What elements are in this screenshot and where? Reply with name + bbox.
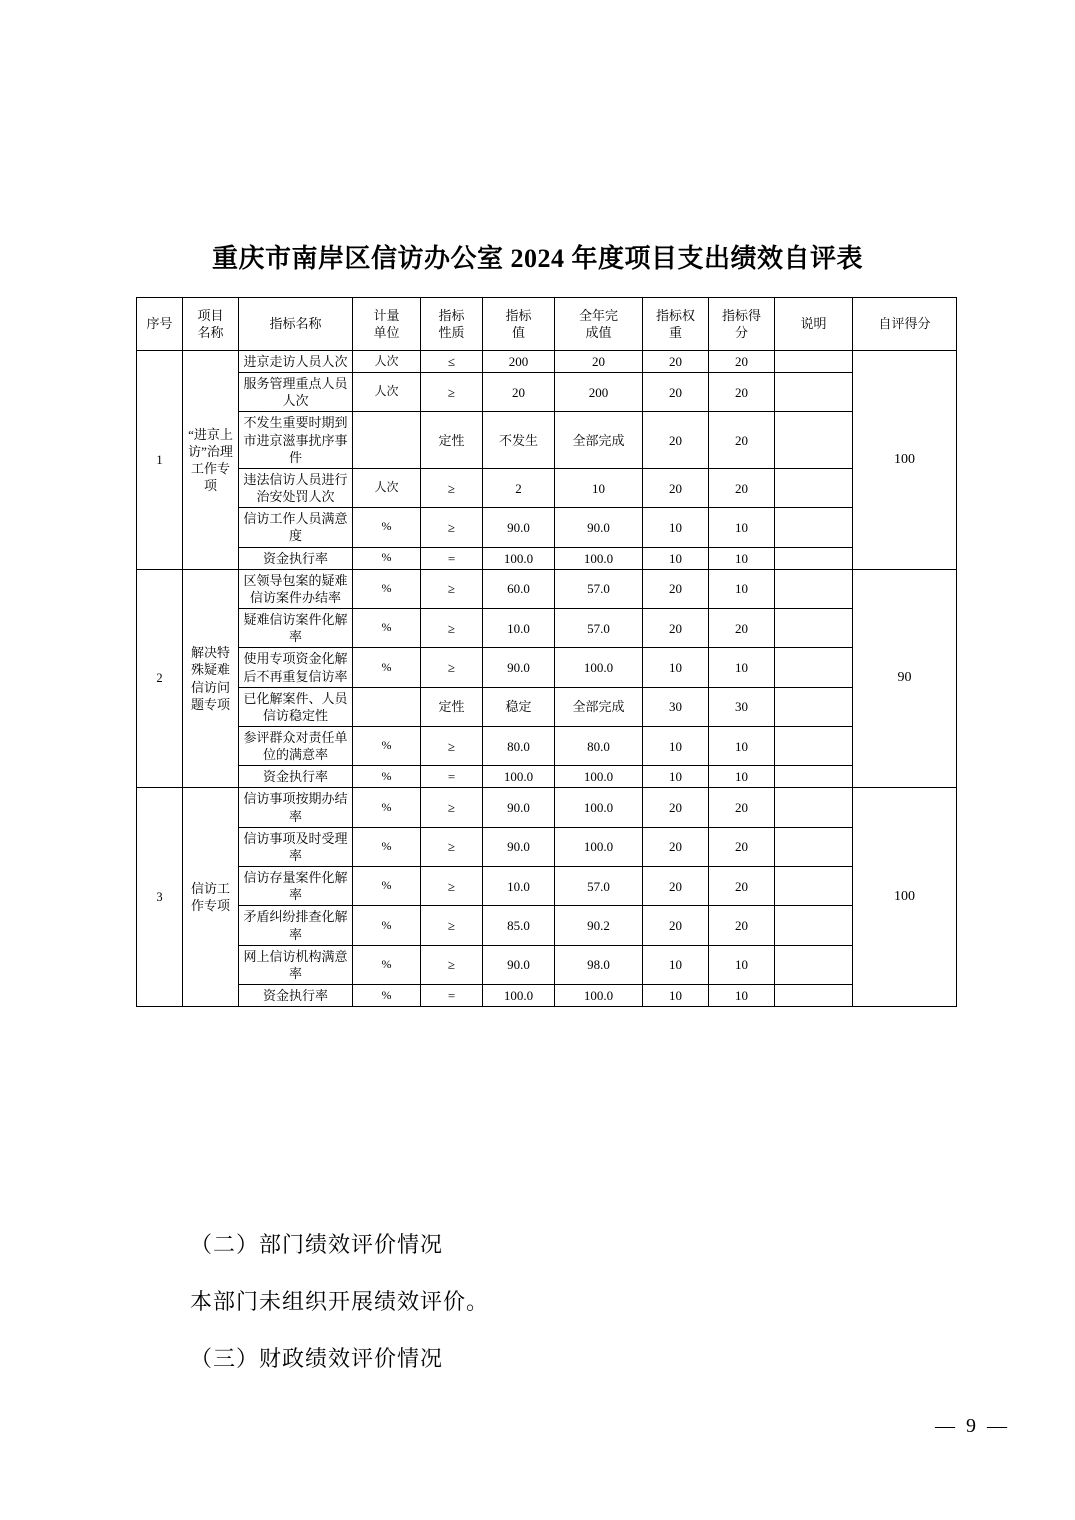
indicator-name: 服务管理重点人员人次 — [239, 373, 353, 412]
indicator-actual: 全部完成 — [555, 412, 643, 468]
indicator-target: 90.0 — [483, 827, 555, 866]
indicator-target: 90.0 — [483, 788, 555, 827]
header-score-line1: 指标得 — [721, 307, 761, 323]
indicator-target: 90.0 — [483, 508, 555, 547]
table-row — [137, 766, 957, 788]
row-sequence: 1 — [137, 351, 183, 570]
indicator-note — [775, 569, 853, 608]
performance-self-evaluation-table — [136, 297, 957, 1007]
indicator-name: 不发生重要时期到市进京滋事扰序事件 — [239, 412, 353, 468]
indicator-name: 信访事项按期办结率 — [239, 788, 353, 827]
indicator-target: 100.0 — [483, 766, 555, 788]
header-property — [421, 298, 483, 351]
indicator-property: ≥ — [421, 906, 483, 945]
indicator-note — [775, 827, 853, 866]
indicator-unit: % — [353, 726, 421, 765]
header-project — [183, 298, 239, 351]
indicator-note — [775, 508, 853, 547]
indicator-property: ≥ — [421, 788, 483, 827]
indicator-unit: % — [353, 609, 421, 648]
header-weight-line1: 指标权 — [655, 307, 695, 323]
indicator-weight: 10 — [643, 945, 709, 984]
indicator-name: 违法信访人员进行治安处罚人次 — [239, 468, 353, 507]
indicator-score: 20 — [709, 827, 775, 866]
self-evaluation-score: 90 — [853, 569, 957, 788]
indicator-target: 90.0 — [483, 648, 555, 687]
indicator-note — [775, 945, 853, 984]
table-row — [137, 412, 957, 468]
header-self-score: 自评得分 — [853, 298, 957, 351]
indicator-note — [775, 766, 853, 788]
indicator-score: 20 — [709, 468, 775, 507]
indicator-note — [775, 351, 853, 373]
indicator-property: ≥ — [421, 569, 483, 608]
table-header-row — [137, 298, 957, 351]
indicator-score: 20 — [709, 351, 775, 373]
indicator-note — [775, 788, 853, 827]
indicator-score: 20 — [709, 609, 775, 648]
indicator-score: 10 — [709, 508, 775, 547]
indicator-score: 20 — [709, 906, 775, 945]
indicator-property: ≥ — [421, 468, 483, 507]
indicator-name: 网上信访机构满意率 — [239, 945, 353, 984]
indicator-target: 60.0 — [483, 569, 555, 608]
indicator-score: 10 — [709, 766, 775, 788]
indicator-target: 2 — [483, 468, 555, 507]
table-row — [137, 867, 957, 906]
table-row — [137, 726, 957, 765]
page-title: 重庆市南岸区信访办公室 2024 年度项目支出绩效自评表 — [211, 244, 863, 273]
header-property-line2: 性质 — [438, 325, 465, 340]
indicator-actual: 100.0 — [555, 547, 643, 569]
indicator-name: 已化解案件、人员信访稳定性 — [239, 687, 353, 726]
indicator-property: = — [421, 985, 483, 1007]
indicator-weight: 20 — [643, 788, 709, 827]
indicator-note — [775, 726, 853, 765]
header-target — [483, 298, 555, 351]
indicator-name: 矛盾纠纷排查化解率 — [239, 906, 353, 945]
indicator-name: 区领导包案的疑难信访案件办结率 — [239, 569, 353, 608]
indicator-property: ≥ — [421, 945, 483, 984]
header-indicator-name: 指标名称 — [239, 298, 353, 351]
indicator-property: ≥ — [421, 827, 483, 866]
indicator-name: 资金执行率 — [239, 985, 353, 1007]
indicator-score: 10 — [709, 726, 775, 765]
indicator-actual: 100.0 — [555, 648, 643, 687]
indicator-note — [775, 648, 853, 687]
indicator-unit: % — [353, 945, 421, 984]
table-row — [137, 373, 957, 412]
header-weight-line2: 重 — [668, 325, 682, 340]
project-name: “进京上访”治理工作专项 — [183, 351, 239, 570]
indicator-weight: 10 — [643, 766, 709, 788]
indicator-weight: 10 — [643, 648, 709, 687]
indicator-unit — [353, 412, 421, 468]
indicator-score: 20 — [709, 373, 775, 412]
indicator-actual: 20 — [555, 351, 643, 373]
project-name: 解决特殊疑难信访问题专项 — [183, 569, 239, 788]
row-sequence: 3 — [137, 788, 183, 1007]
indicator-weight: 20 — [643, 867, 709, 906]
header-score — [709, 298, 775, 351]
indicator-property: = — [421, 766, 483, 788]
header-weight — [643, 298, 709, 351]
indicator-unit: % — [353, 827, 421, 866]
header-unit — [353, 298, 421, 351]
indicator-score: 20 — [709, 788, 775, 827]
self-evaluation-score: 100 — [853, 351, 957, 570]
indicator-name: 参评群众对责任单位的满意率 — [239, 726, 353, 765]
indicator-unit: % — [353, 867, 421, 906]
indicator-unit — [353, 687, 421, 726]
indicator-actual: 57.0 — [555, 867, 643, 906]
indicator-weight: 20 — [643, 412, 709, 468]
indicator-property: ≥ — [421, 373, 483, 412]
indicator-name: 进京走访人员人次 — [239, 351, 353, 373]
indicator-name: 信访工作人员满意度 — [239, 508, 353, 547]
indicator-unit: % — [353, 985, 421, 1007]
indicator-score: 10 — [709, 547, 775, 569]
indicator-note — [775, 412, 853, 468]
project-name: 信访工作专项 — [183, 788, 239, 1007]
indicator-score: 10 — [709, 945, 775, 984]
indicator-name: 使用专项资金化解后不再重复信访率 — [239, 648, 353, 687]
table-row — [137, 547, 957, 569]
indicator-target: 100.0 — [483, 985, 555, 1007]
indicator-target: 85.0 — [483, 906, 555, 945]
table-row — [137, 609, 957, 648]
indicator-actual: 100.0 — [555, 766, 643, 788]
header-actual-line1: 全年完 — [578, 307, 618, 323]
indicator-property: ≥ — [421, 867, 483, 906]
header-project-line2: 名称 — [197, 325, 224, 340]
header-project-line1: 项目 — [197, 307, 224, 323]
indicator-target: 90.0 — [483, 945, 555, 984]
indicator-actual: 90.0 — [555, 508, 643, 547]
indicator-note — [775, 687, 853, 726]
indicator-actual: 100.0 — [555, 985, 643, 1007]
indicator-name: 资金执行率 — [239, 547, 353, 569]
indicator-actual: 10 — [555, 468, 643, 507]
indicator-property: 定性 — [421, 687, 483, 726]
indicator-note — [775, 985, 853, 1007]
indicator-weight: 20 — [643, 373, 709, 412]
indicator-name: 疑难信访案件化解率 — [239, 609, 353, 648]
indicator-weight: 20 — [643, 569, 709, 608]
header-target-line2: 值 — [511, 325, 525, 340]
indicator-note — [775, 609, 853, 648]
indicator-property: ≥ — [421, 726, 483, 765]
indicator-name: 资金执行率 — [239, 766, 353, 788]
indicator-note — [775, 867, 853, 906]
indicator-actual: 57.0 — [555, 569, 643, 608]
indicator-property: ≥ — [421, 609, 483, 648]
indicator-weight: 10 — [643, 508, 709, 547]
indicator-target: 100.0 — [483, 547, 555, 569]
indicator-actual: 80.0 — [555, 726, 643, 765]
table-row — [137, 648, 957, 687]
table-row — [137, 569, 957, 608]
section-two-body: 本部门未组织开展绩效评价。 — [190, 1289, 490, 1314]
indicator-target: 20 — [483, 373, 555, 412]
indicator-target: 稳定 — [483, 687, 555, 726]
indicator-actual: 57.0 — [555, 609, 643, 648]
indicator-unit: % — [353, 648, 421, 687]
indicator-unit: % — [353, 569, 421, 608]
header-score-line2: 分 — [734, 325, 748, 340]
header-unit-line1: 计量 — [373, 307, 400, 323]
row-sequence: 2 — [137, 569, 183, 788]
indicator-weight: 10 — [643, 985, 709, 1007]
header-seq: 序号 — [137, 298, 183, 351]
header-note: 说明 — [775, 298, 853, 351]
indicator-unit: 人次 — [353, 373, 421, 412]
indicator-target: 10.0 — [483, 867, 555, 906]
indicator-property: = — [421, 547, 483, 569]
indicator-weight: 10 — [643, 726, 709, 765]
indicator-weight: 30 — [643, 687, 709, 726]
table-row — [137, 351, 957, 373]
indicator-target: 10.0 — [483, 609, 555, 648]
indicator-actual: 全部完成 — [555, 687, 643, 726]
table-row — [137, 788, 957, 827]
table-row — [137, 468, 957, 507]
indicator-weight: 20 — [643, 351, 709, 373]
indicator-property: ≤ — [421, 351, 483, 373]
header-property-line1: 指标 — [438, 307, 465, 323]
section-three-heading: （三）财政绩效评价情况 — [190, 1346, 444, 1371]
indicator-unit: 人次 — [353, 468, 421, 507]
header-actual — [555, 298, 643, 351]
indicator-unit: % — [353, 508, 421, 547]
indicator-unit: % — [353, 906, 421, 945]
indicator-weight: 20 — [643, 906, 709, 945]
indicator-score: 10 — [709, 648, 775, 687]
table-row — [137, 687, 957, 726]
header-unit-line2: 单位 — [373, 325, 400, 340]
indicator-actual: 100.0 — [555, 827, 643, 866]
indicator-score: 10 — [709, 569, 775, 608]
indicator-weight: 10 — [643, 547, 709, 569]
indicator-unit: % — [353, 788, 421, 827]
header-target-line1: 指标 — [505, 307, 532, 323]
self-evaluation-score: 100 — [853, 788, 957, 1007]
indicator-weight: 20 — [643, 827, 709, 866]
indicator-actual: 98.0 — [555, 945, 643, 984]
table-row — [137, 906, 957, 945]
indicator-property: ≥ — [421, 508, 483, 547]
indicator-weight: 20 — [643, 609, 709, 648]
page-number: — 9 — — [935, 1415, 1010, 1437]
table-row — [137, 827, 957, 866]
header-actual-line2: 成值 — [585, 325, 612, 340]
indicator-name: 信访事项及时受理率 — [239, 827, 353, 866]
indicator-score: 10 — [709, 985, 775, 1007]
indicator-unit: % — [353, 766, 421, 788]
indicator-target: 80.0 — [483, 726, 555, 765]
section-two-heading: （二）部门绩效评价情况 — [190, 1232, 444, 1257]
indicator-actual: 100.0 — [555, 788, 643, 827]
indicator-score: 30 — [709, 687, 775, 726]
indicator-note — [775, 373, 853, 412]
indicator-property: 定性 — [421, 412, 483, 468]
indicator-note — [775, 906, 853, 945]
indicator-score: 20 — [709, 412, 775, 468]
indicator-unit: % — [353, 547, 421, 569]
table-body — [137, 351, 957, 1007]
indicator-unit: 人次 — [353, 351, 421, 373]
indicator-name: 信访存量案件化解率 — [239, 867, 353, 906]
indicator-actual: 200 — [555, 373, 643, 412]
indicator-note — [775, 468, 853, 507]
indicator-actual: 90.2 — [555, 906, 643, 945]
indicator-property: ≥ — [421, 648, 483, 687]
table-row — [137, 985, 957, 1007]
table-row — [137, 508, 957, 547]
indicator-target: 200 — [483, 351, 555, 373]
indicator-weight: 20 — [643, 468, 709, 507]
table-row — [137, 945, 957, 984]
indicator-score: 20 — [709, 867, 775, 906]
indicator-target: 不发生 — [483, 412, 555, 468]
indicator-note — [775, 547, 853, 569]
